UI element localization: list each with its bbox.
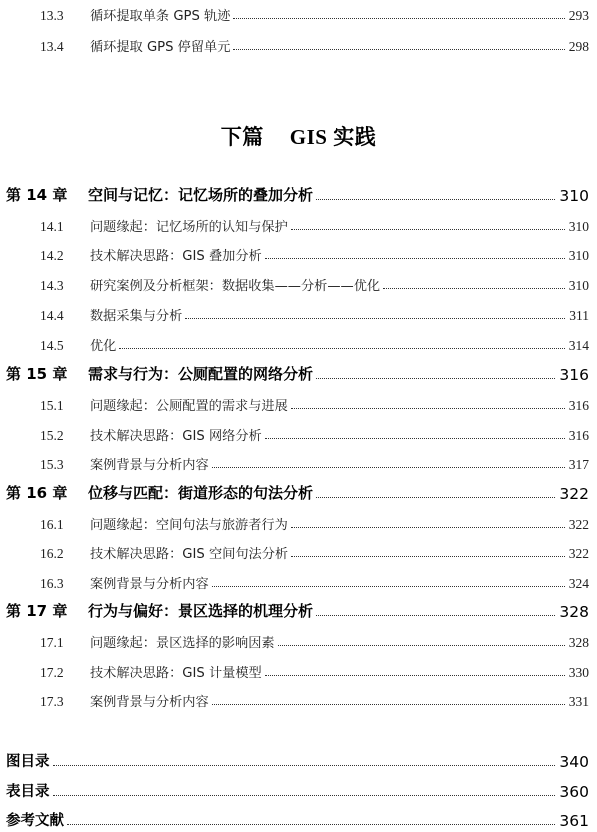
toc-section-entry: [0, 453, 597, 473]
section-number: 14.2: [40, 248, 64, 263]
part-label: 下篇: [220, 125, 264, 149]
page-number: 310: [568, 219, 589, 234]
dot-leader: [316, 378, 555, 379]
page-number: 330: [568, 665, 589, 680]
toc-chapter-entry: [0, 362, 597, 384]
chapter-number: 第 16 章: [6, 484, 68, 502]
section-title: 循环提取单条 GPS 轨迹: [90, 9, 231, 24]
chapter-number: 第 14 章: [6, 186, 68, 204]
page-number: 328: [568, 635, 589, 650]
dot-leader: [265, 258, 565, 259]
toc-section-entry: [0, 394, 597, 414]
section-title: 技术解决思路：GIS 叠加分析: [90, 249, 262, 264]
dot-leader: [67, 824, 555, 825]
section-number: 17.1: [40, 635, 64, 650]
page-number: 310: [568, 248, 589, 263]
dot-leader: [233, 18, 564, 19]
dot-leader: [212, 586, 565, 587]
toc-section-entry: [0, 661, 597, 681]
toc-section-entry: [0, 4, 597, 24]
dot-leader: [383, 288, 565, 289]
page-number: 293: [568, 8, 589, 23]
dot-leader: [316, 199, 555, 200]
page-number: 311: [569, 308, 589, 323]
dot-leader: [233, 49, 564, 50]
toc-section-entry: [0, 244, 597, 264]
toc-backmatter-entry: [0, 808, 597, 830]
backmatter-title: 表目录: [6, 784, 50, 800]
toc-section-entry: [0, 35, 597, 55]
page-number: 324: [568, 576, 589, 591]
section-number: 15.1: [40, 398, 64, 413]
section-number: 17.2: [40, 665, 64, 680]
page-number: 316: [559, 366, 589, 384]
dot-leader: [291, 556, 565, 557]
chapter-title: 需求与行为：公厕配置的网络分析: [88, 365, 314, 383]
section-number: 13.3: [40, 8, 64, 23]
page-number: 298: [568, 39, 589, 54]
section-number: 16.3: [40, 576, 64, 591]
section-title: 问题缘起：记忆场所的认知与保护: [90, 220, 288, 235]
section-number: 15.3: [40, 457, 64, 472]
dot-leader: [212, 704, 565, 705]
section-title: 技术解决思路：GIS 空间句法分析: [90, 547, 289, 562]
chapter-number: 第 17 章: [6, 602, 68, 620]
page-number: 314: [568, 338, 589, 353]
page-number: 360: [559, 783, 589, 801]
page-number: 310: [559, 187, 589, 205]
section-title: 问题缘起：公厕配置的需求与进展: [90, 399, 288, 414]
page-number: 361: [559, 812, 589, 830]
dot-leader: [119, 348, 564, 349]
dot-leader: [53, 765, 556, 766]
dot-leader: [185, 318, 565, 319]
section-title: 案例背景与分析内容: [90, 695, 209, 710]
section-number: 14.4: [40, 308, 64, 323]
chapter-title: 位移与匹配：街道形态的句法分析: [88, 484, 314, 502]
section-number: 17.3: [40, 694, 64, 709]
section-number: 14.3: [40, 278, 64, 293]
dot-leader: [291, 408, 565, 409]
page-number: 317: [568, 457, 589, 472]
toc-section-entry: [0, 304, 597, 324]
part-heading: [0, 121, 597, 151]
backmatter-title: 图目录: [6, 754, 50, 770]
toc-backmatter-entry: [0, 749, 597, 771]
toc-section-entry: [0, 542, 597, 562]
dot-leader: [291, 229, 565, 230]
section-title: 问题缘起：空间句法与旅游者行为: [90, 518, 288, 533]
page-number: 328: [559, 603, 589, 621]
toc-backmatter-entry: [0, 779, 597, 801]
page-number: 331: [568, 694, 589, 709]
toc-section-entry: [0, 424, 597, 444]
dot-leader: [316, 497, 555, 498]
toc-section-entry: [0, 215, 597, 235]
dot-leader: [278, 645, 565, 646]
chapter-title: 行为与偏好：景区选择的机理分析: [88, 602, 314, 620]
section-title: 技术解决思路：GIS 计量模型: [90, 666, 262, 681]
section-title: 循环提取 GPS 停留单元: [90, 40, 231, 55]
toc-chapter-entry: [0, 599, 597, 621]
section-number: 14.5: [40, 338, 64, 353]
toc-section-entry: [0, 334, 597, 354]
section-title: 数据采集与分析: [90, 309, 183, 324]
section-title: 案例背景与分析内容: [90, 458, 209, 473]
page-number: 322: [568, 546, 589, 561]
chapter-title: 空间与记忆：记忆场所的叠加分析: [88, 186, 314, 204]
section-number: 15.2: [40, 428, 64, 443]
page-number: 322: [568, 517, 589, 532]
section-title: 案例背景与分析内容: [90, 577, 209, 592]
page-number: 310: [568, 278, 589, 293]
page-number: 316: [568, 428, 589, 443]
part-title: GIS 实践: [289, 125, 377, 149]
section-title: 优化: [90, 339, 117, 354]
section-number: 13.4: [40, 39, 64, 54]
toc-section-entry: [0, 690, 597, 710]
dot-leader: [212, 467, 565, 468]
section-number: 14.1: [40, 219, 64, 234]
dot-leader: [316, 615, 555, 616]
toc-section-entry: [0, 513, 597, 533]
toc-section-entry: [0, 631, 597, 651]
section-title: 研究案例及分析框架：数据收集——分析——优化: [90, 279, 381, 294]
dot-leader: [291, 527, 565, 528]
toc-chapter-entry: [0, 183, 597, 205]
section-title: 问题缘起：景区选择的影响因素: [90, 636, 275, 651]
dot-leader: [265, 675, 565, 676]
dot-leader: [265, 438, 565, 439]
toc-chapter-entry: [0, 481, 597, 503]
section-title: 技术解决思路：GIS 网络分析: [90, 429, 262, 444]
backmatter-title: 参考文献: [6, 813, 64, 829]
chapter-number: 第 15 章: [6, 365, 68, 383]
toc-section-entry: [0, 572, 597, 592]
toc-section-entry: [0, 274, 597, 294]
section-number: 16.2: [40, 546, 64, 561]
page-number: 340: [559, 753, 589, 771]
section-number: 16.1: [40, 517, 64, 532]
dot-leader: [53, 795, 556, 796]
page-number: 322: [559, 485, 589, 503]
page-number: 316: [568, 398, 589, 413]
